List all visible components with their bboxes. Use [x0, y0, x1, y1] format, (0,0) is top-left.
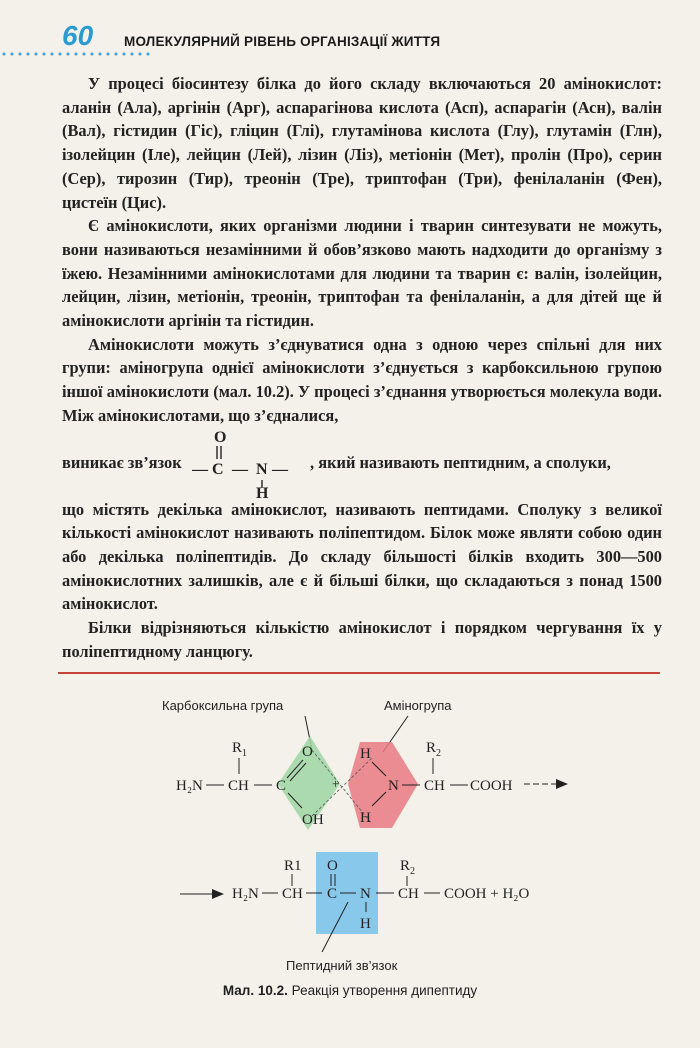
bottom-h2n: H₂N: [232, 886, 259, 902]
top-r2: $R_2$: [426, 740, 442, 759]
paragraph-connection: Амінокислоти можуть з’єднуватися одна з одною через спільні для них групи: аміногрупа однієї амінокислоти з’єднується з карбоксильною групою іншої амінокислоти (мал. 10.2). У процесі з’єднання утворюється молекула води. Між амінокислотами, що з’єдналися,: [62, 334, 662, 425]
caption-text: Реакція утворення дипептиду: [291, 983, 478, 998]
figure-caption: [0, 983, 700, 998]
top-carbon: C: [276, 778, 287, 794]
bond-nitrogen: N: [256, 460, 268, 478]
caption-label: Мал. 10.2.: [222, 983, 288, 998]
top-amino-h-1: H: [360, 746, 371, 762]
bottom-ch-1: CH: [282, 886, 303, 902]
bottom-nitrogen: N: [360, 886, 371, 902]
page-number: 60: [62, 20, 94, 51]
top-nitrogen: N: [388, 778, 399, 794]
bottom-carbonyl-oxygen: O: [327, 858, 338, 874]
bond-carbon: C: [212, 460, 224, 478]
bond-text-after: , який називають пептидним, а сполуки,: [310, 452, 611, 472]
top-carbonyl-oxygen: O: [302, 744, 313, 760]
top-r1: $R_1$: [232, 740, 248, 759]
bottom-tail: COOH + H₂O: [444, 886, 530, 902]
bottom-ch-2: CH: [398, 886, 419, 902]
peptide-bond-line: [62, 428, 662, 498]
bond-dash-right: —: [272, 460, 288, 478]
bond-text-before: виникає зв’язок: [62, 452, 182, 472]
bond-dash-mid: —: [232, 460, 248, 478]
bond-oxygen: O: [214, 428, 227, 446]
section-divider: [58, 672, 660, 674]
bottom-carbon: C: [327, 886, 338, 902]
bottom-arrow-head: [212, 889, 224, 899]
top-h2n: H₂N: [176, 778, 203, 794]
bottom-r2: $R_2$: [400, 858, 416, 877]
paragraph-peptides: що містять декілька амінокислот, називають пептидами. Сполуку з великої кількості амінокислот називають поліпептидом. Білок може являти собою один або декілька поліпептидів. До складу більшості білків входить 300—500 амінокислотних залишків, але є й більші білки, що складаються з понад 1500 амінокислот.: [62, 499, 662, 614]
body-text: [62, 72, 662, 663]
label-carboxyl-group: Карбоксильна група: [162, 698, 284, 713]
top-amino-h-2: H: [360, 810, 371, 826]
bottom-amino-h: H: [360, 916, 371, 932]
dotted-decoration: [0, 52, 150, 56]
top-ch-1: CH: [228, 778, 249, 794]
bottom-r1: R1: [284, 858, 302, 874]
label-peptide-bond: Пептидний зв’язок: [286, 958, 398, 973]
top-cooh: COOH: [470, 778, 513, 794]
top-ch-2: CH: [424, 778, 445, 794]
top-arrow-head: [556, 779, 568, 789]
paragraph-essential-amino-acids: Є амінокислоти, яких організми людини і тварин синтезувати не можуть, вони називаються незамінними й обов’язково мають надходити до організму з їжею. Незамінними амінокислотами для людини та тварин є: валін, ізолейцин, лейцин, лізин, метіонін, треонін, триптофан та фенілаланін, а для дітей ще й амінокислоти аргінін та гістидин.: [62, 216, 662, 331]
label-amino-group: Аміногрупа: [384, 698, 452, 713]
paragraph-amino-acids-list: У процесі біосинтезу білка до його складу включаються 20 амінокислот: аланін (Ала), аргінін (Арг), аспарагінова кислота (Асп), аспарагін (Асн), валін (Вал), гістидин (Гіс), гліцин (Глі), глутамінова кислота (Глу), глутамін (Глн), ізолейцин (Іле), лейцин (Лей), лізин (Ліз), метіонін (Мет), пролін (Про), серин (Сер), тирозин (Тир), треонін (Тре), триптофан (Три), фенілаланін (Фен), цистеїн (Цис).: [62, 74, 662, 212]
top-hydroxyl: OH: [302, 812, 324, 828]
top-plus: +: [332, 776, 340, 791]
paragraph-protein-differences: Білки відрізняються кількістю амінокислот і порядком чергування їх у поліпептидному ланцюгу.: [62, 618, 662, 661]
peptide-bond-formula: [192, 428, 312, 498]
dipeptide-reaction-figure: [0, 680, 700, 980]
bond-dash-left: —: [192, 460, 208, 478]
running-title: МОЛЕКУЛЯРНИЙ РІВЕНЬ ОРГАНІЗАЦІЇ ЖИТТЯ: [124, 34, 441, 49]
bond-hydrogen: H: [256, 484, 269, 498]
